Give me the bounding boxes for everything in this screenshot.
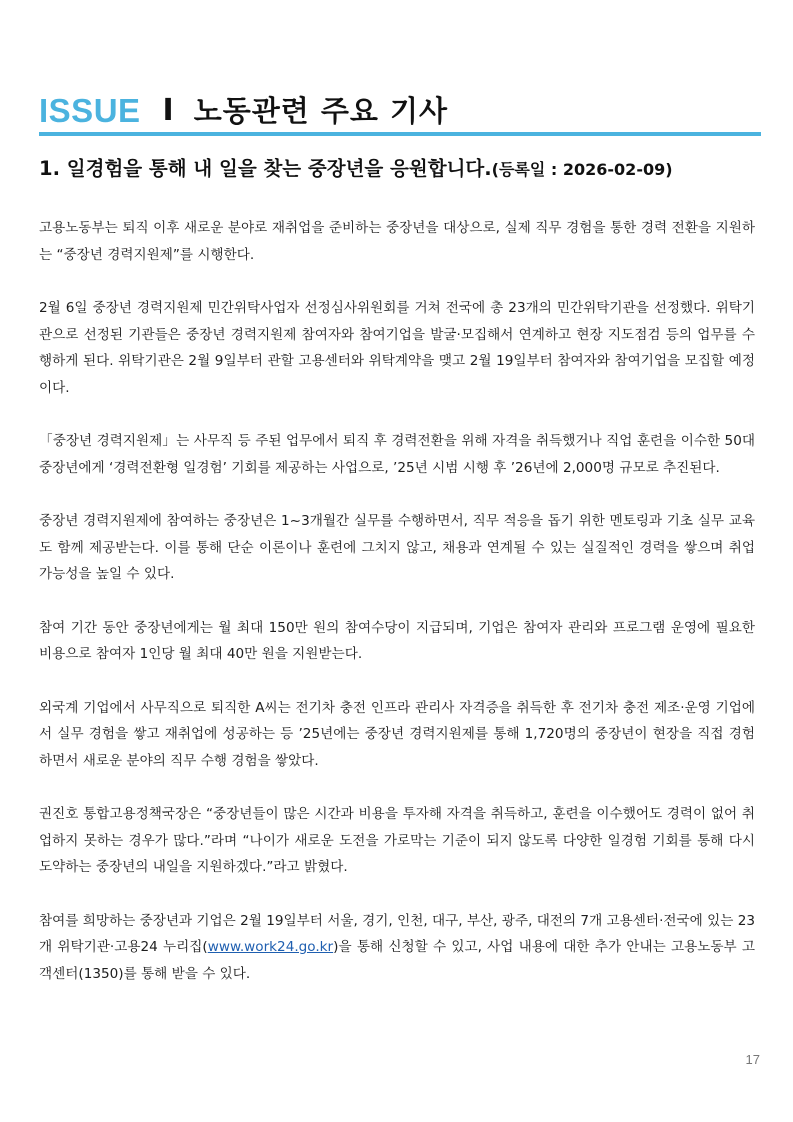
paragraph-1: 고용노동부는 퇴직 이후 새로운 분야로 재취업을 준비하는 중장년을 대상으로, 실제 직무 경험을 통한 경력 전환을 지원하는 “중장년 경력지원제”를 시행한다. xyxy=(39,220,755,263)
header-separator: I xyxy=(162,93,174,128)
article-title xyxy=(39,154,763,185)
article-title-text: 1. 일경험을 통해 내 일을 찾는 중장년을 응원합니다. xyxy=(39,157,492,180)
paragraph-4: 중장년 경력지원제에 참여하는 중장년은 1~3개월간 실무를 수행하면서, 직무 적응을 돕기 위한 멘토링과 기초 실무 교육도 함께 제공받는다. 이를 통해 단순 이론이나 훈련에 그치지 않고, 채용과 연계될 수 있는 실질적인 경력을 쌓으며 취업 가능성을 높일 수 있다. xyxy=(39,513,755,582)
work24-link[interactable]: www.work24.go.kr xyxy=(207,939,334,955)
paragraph-6: 외국계 기업에서 사무직으로 퇴직한 A씨는 전기차 충전 인프라 관리사 자격증을 취득한 후 전기차 충전 제조·운영 기업에서 실무 경험을 쌓고 재취업에 성공하는 등 ’25년에는 중장년 경력지원제를 통해 1,720명의 중장년이 현장을 직접 경험하면서 새로운 분야의 직무 수행 경험을 쌓았다. xyxy=(39,699,755,769)
article-body xyxy=(39,215,755,1014)
paragraph-8 xyxy=(39,908,755,988)
paragraph-5: 참여 기간 동안 중장년에게는 월 최대 150만 원의 참여수당이 지급되며, 기업은 참여자 관리와 프로그램 운영에 필요한 비용으로 참여자 1인당 월 최대 40만 원을 지원받는다. xyxy=(39,619,755,662)
issue-label: ISSUE xyxy=(39,92,141,129)
section-header xyxy=(39,84,761,136)
section-title: 노동관련 주요 기사 xyxy=(193,94,449,128)
paragraph-8-start: 참여를 희망하는 중장년과 기업은 2월 19일부터 서울, 경기, 인천, 대구, 부산, 광주, 대전의 7개 고용센터·전국에 있는 23개 위탁기관·고용24 누리집( xyxy=(39,912,755,955)
paragraph-8-end: )을 통해 신청할 수 있고, 사업 내용에 대한 추가 안내는 고용노동부 고객센터(1350)를 통해 받을 수 있다. xyxy=(39,939,755,982)
page-number: 17 xyxy=(745,1052,760,1067)
paragraph-2: 2월 6일 중장년 경력지원제 민간위탁사업자 선정심사위원회를 거쳐 전국에 총 23개의 민간위탁기관을 선정했다. 위탁기관으로 선정된 기관들은 중장년 경력지원제 참여자와 참여기업을 발굴·모집해서 연계하고 현장 지도점검 등의 업무를 수행하게 된다. 위탁기관은 2월 9일부터 관할 고용센터와 위탁계약을 맺고 2월 19일부터 참여자와 참여기업을 모집할 예정이다. xyxy=(39,300,755,396)
article-date: (등록일 : 2026-02-09) xyxy=(491,160,673,179)
paragraph-7: 권진호 통합고용정책국장은 “중장년들이 많은 시간과 비용을 투자해 자격을 취득하고, 훈련을 이수했어도 경력이 없어 취업하지 못하는 경우가 많다.”라며 “나이가 새로운 도전을 가로막는 기준이 되지 않도록 다양한 일경험 기회를 통해 다시 도약하는 중장년의 내일을 지원하겠다.”라고 밝혔다. xyxy=(39,806,755,875)
paragraph-3: 「중장년 경력지원제」는 사무직 등 주된 업무에서 퇴직 후 경력전환을 위해 자격을 취득했거나 직업 훈련을 이수한 50대 중장년에게 ‘경력전환형 일경험’ 기회를 제공하는 사업으로, ’25년 시범 시행 후 ’26년에 2,000명 규모로 추진된다. xyxy=(39,433,755,476)
